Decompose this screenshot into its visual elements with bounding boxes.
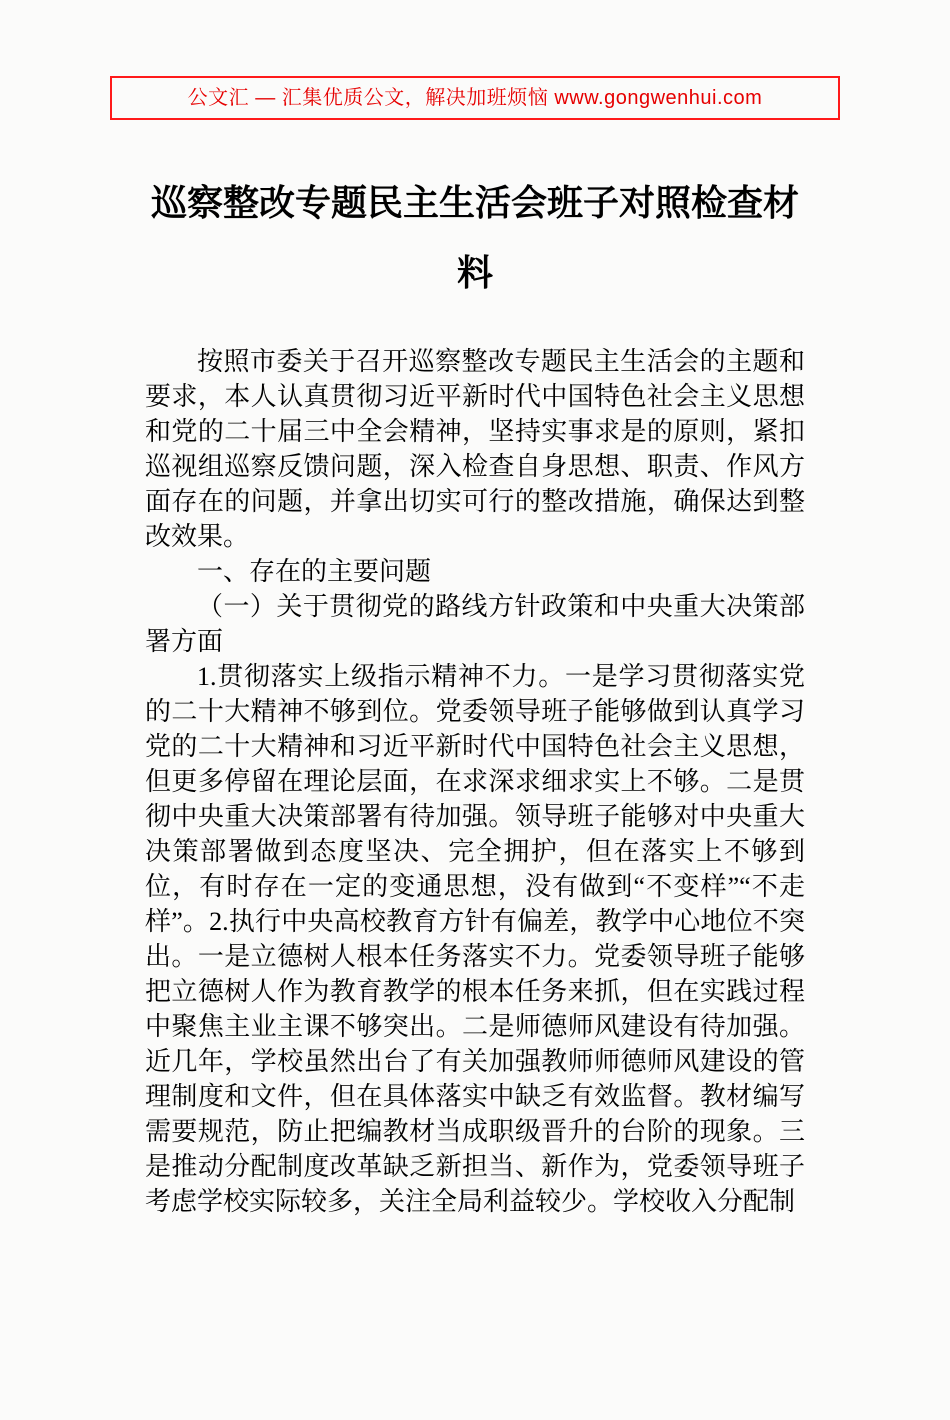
site-banner-text: 公文汇 — 汇集优质公文，解决加班烦恼 www.gongwenhui.com bbox=[187, 87, 763, 109]
document-title: 巡察整改专题民主生活会班子对照检查材料 bbox=[150, 183, 799, 293]
heading-section-1: 一、存在的主要问题 bbox=[197, 557, 432, 586]
document-page bbox=[0, 76, 950, 1420]
paragraph-intro: 按照市委关于召开巡察整改专题民主生活会的主题和要求，本人认真贯彻习近平新时代中国特色社会主义思想和党的二十届三中全会精神，坚持实事求是的原则，紧扣巡视组巡察反馈问题，深入检查自身思想、职责、作风方面存在的问题，并拿出切实可行的整改措施，确保达到整改效果。 bbox=[145, 347, 805, 551]
heading-subsection-1-1: （一）关于贯彻党的路线方针政策和中央重大决策部署方面 bbox=[145, 592, 805, 656]
paragraph-problems-detail: 1.贯彻落实上级指示精神不力。一是学习贯彻落实党的二十大精神不够到位。党委领导班子能够做到认真学习党的二十大精神和习近平新时代中国特色社会主义思想，但更多停留在理论层面，在求深求细求实上不够。二是贯彻中央重大决策部署有待加强。领导班子能够对中央重大决策部署做到态度坚决、完全拥护，但在落实上不够到位，有时存在一定的变通思想，没有做到“不变样”“不走样”。2.执行中央高校教育方针有偏差，教学中心地位不突出。一是立德树人根本任务落实不力。党委领导班子能够把立德树人作为教育教学的根本任务来抓，但在实践过程中聚焦主业主课不够突出。二是师德师风建设有待加强。近几年，学校虽然出台了有关加强教师师德师风建设的管理制度和文件，但在具体落实中缺乏有效监督。教材编写需要规范，防止把编教材当成职级晋升的台阶的现象。三是推动分配制度改革缺乏新担当、新作为，党委领导班子考虑学校实际较多，关注全局利益较少。学校收入分配制 bbox=[145, 662, 805, 1216]
site-banner bbox=[110, 76, 840, 120]
document-body bbox=[145, 344, 805, 1219]
